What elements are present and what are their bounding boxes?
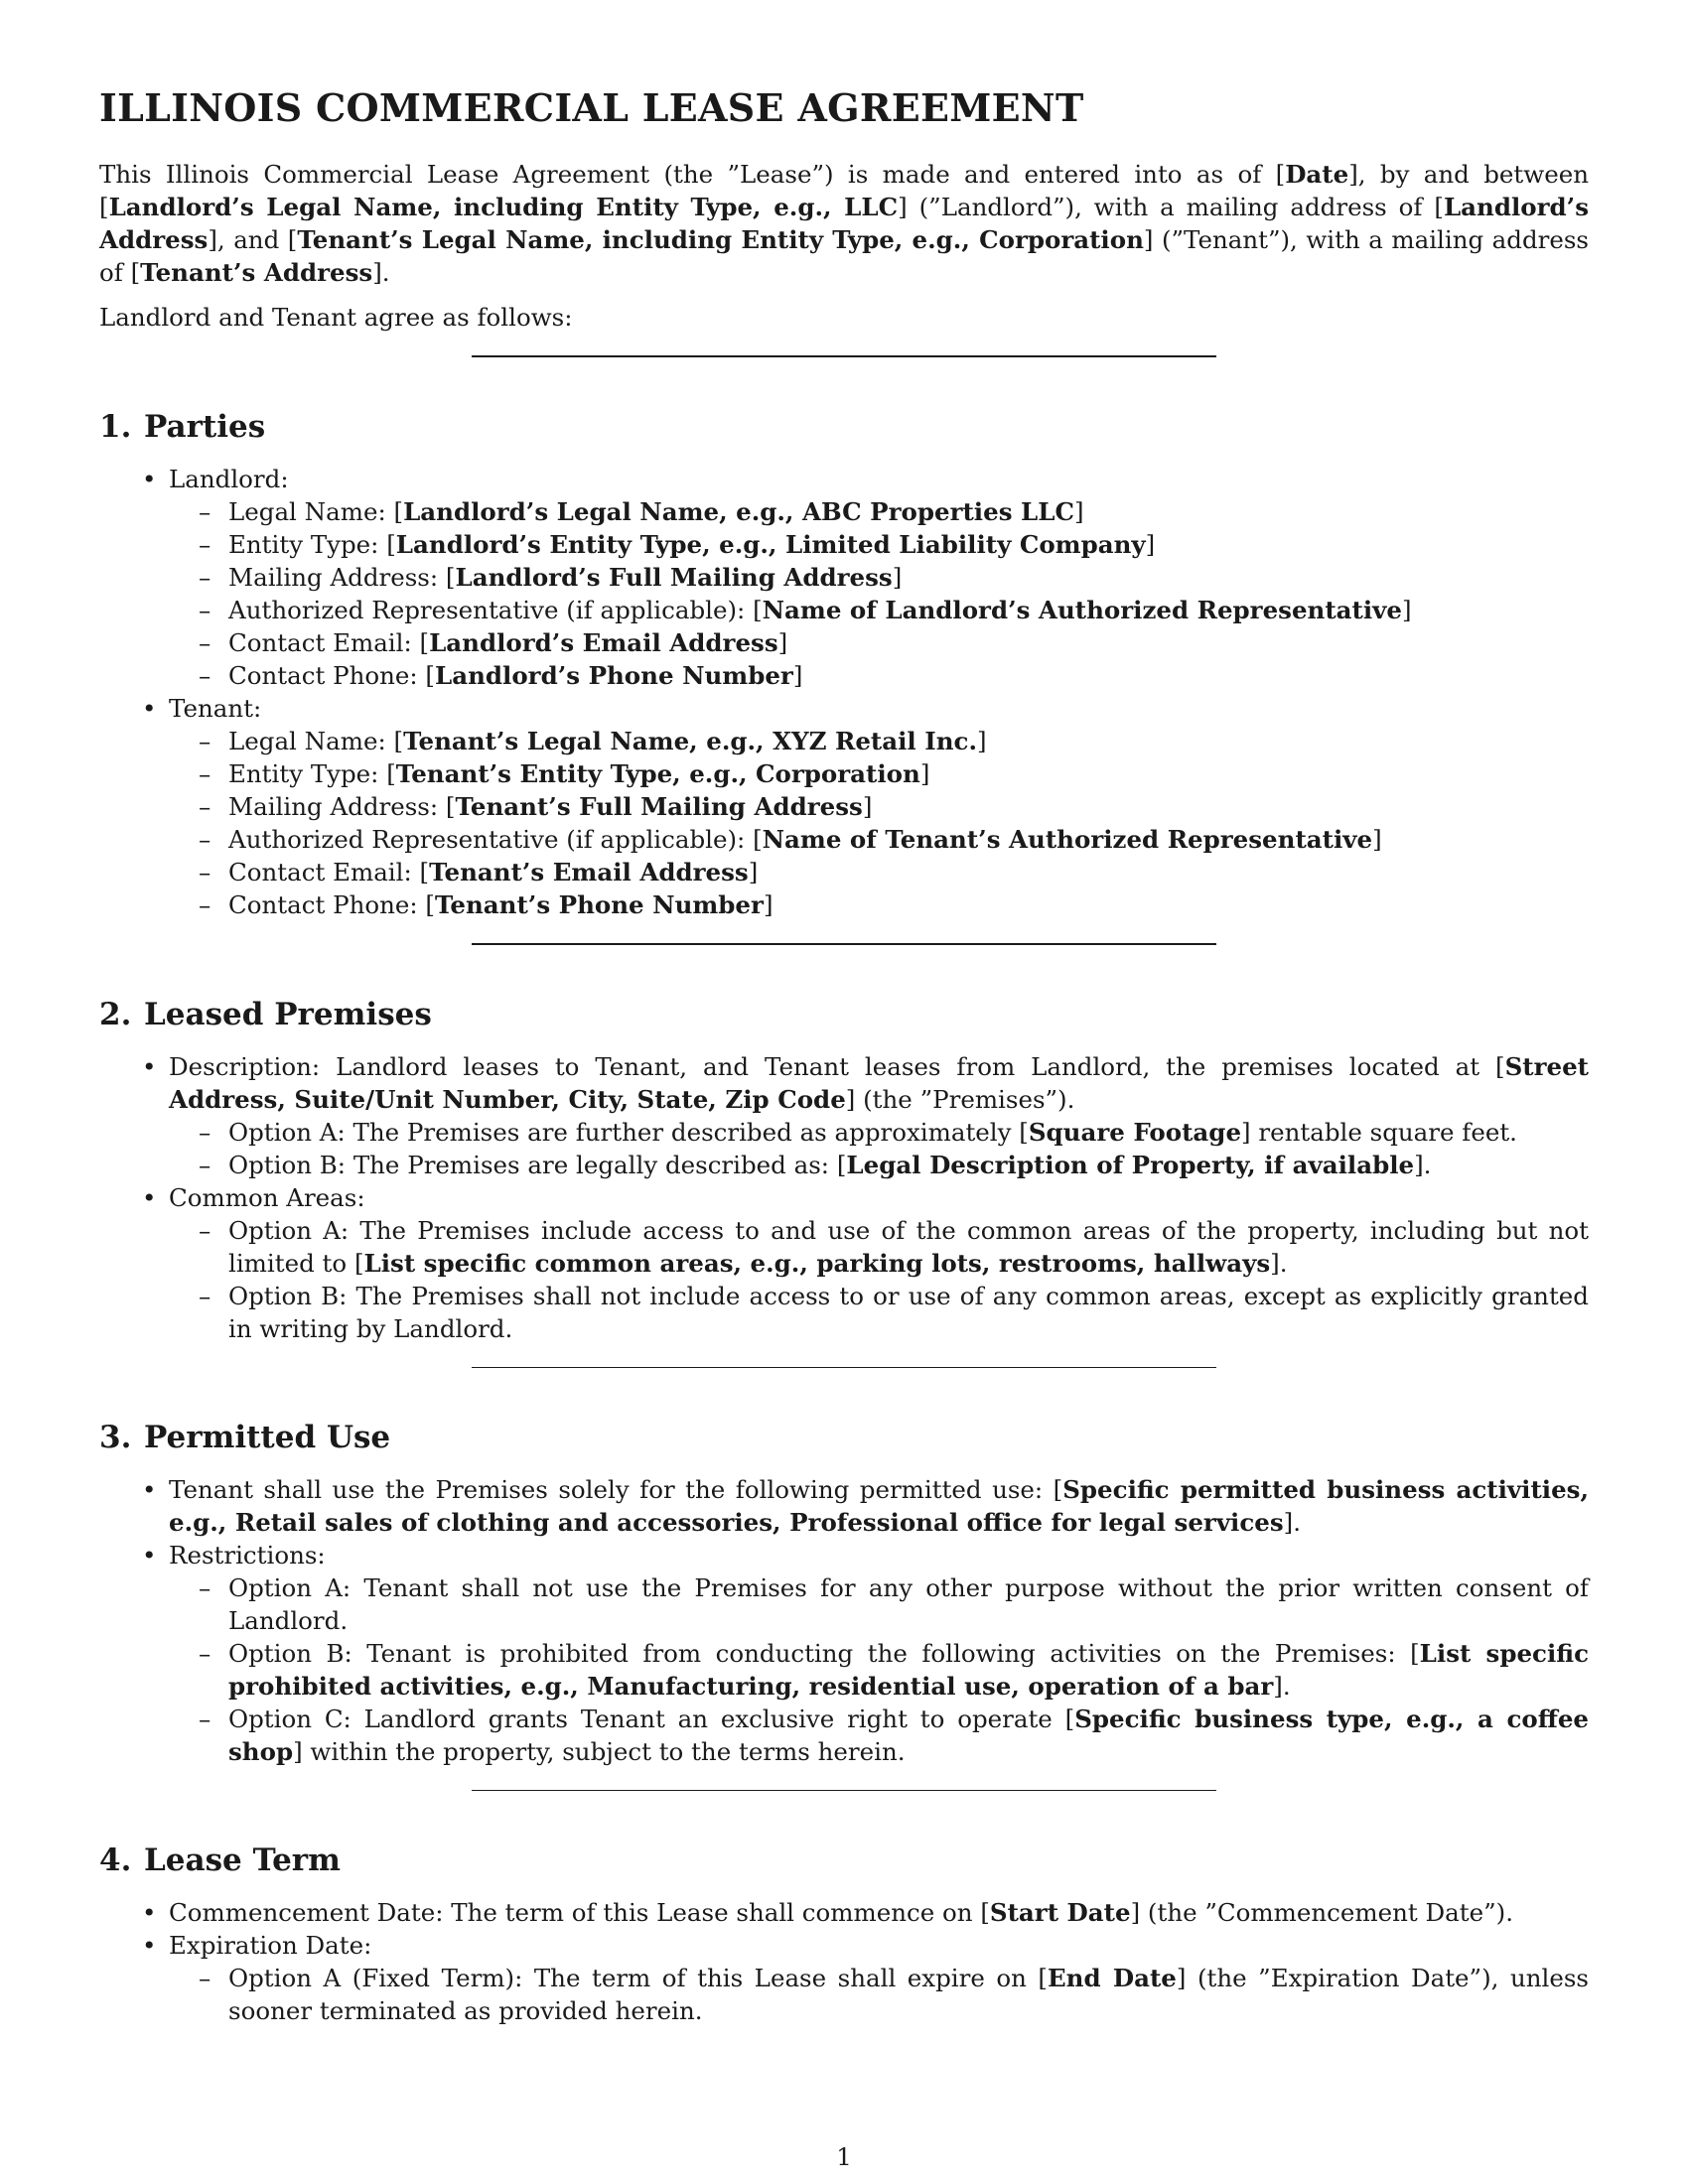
permitted-use-list bbox=[99, 1473, 1589, 1768]
document-title: ILLINOIS COMMERCIAL LEASE AGREEMENT bbox=[99, 85, 1084, 130]
list-item-permitted-use: • Tenant shall use the Premises solely for the following permitted use: [Specific permitted business activities, e.g., Retail sales of clothing and accessories, Professional office for legal services]. bbox=[99, 1473, 1589, 1539]
section-divider bbox=[472, 1790, 1216, 1791]
parties-list bbox=[99, 463, 1589, 921]
list-item: – Option B: The Premises shall not include access to or use of any common areas, except as explicitly granted in writing by Landlord. bbox=[169, 1280, 1589, 1345]
list-item: – Legal Name: [Landlord’s Legal Name, e.g., ABC Properties LLC] bbox=[169, 495, 1589, 528]
landlord-name-placeholder: Landlord’s Legal Name, including Entity Type, e.g., LLC bbox=[108, 193, 899, 221]
premises-list bbox=[99, 1050, 1589, 1345]
section-heading-parties: 1. Parties bbox=[99, 409, 266, 445]
lease-term-list bbox=[99, 1896, 1589, 2027]
list-item: – Contact Phone: [Landlord’s Phone Number] bbox=[169, 659, 1589, 692]
list-item-expiration: • Expiration Date: – Option A (Fixed Term): The term of this Lease shall expire on [End Date] (the ”Expiration Date”), unless sooner terminated as provided herein. bbox=[99, 1929, 1589, 2027]
tenant-details bbox=[169, 725, 1589, 921]
list-item: – Option B: Tenant is prohibited from conducting the following activities on the Premises: [List specific prohibited activities, e.g., Manufacturing, residential use, operation of a bar]. bbox=[169, 1637, 1589, 1703]
section-divider bbox=[472, 355, 1216, 357]
list-item: – Entity Type: [Tenant’s Entity Type, e.g., Corporation] bbox=[169, 757, 1589, 790]
section-heading-lease-term: 4. Lease Term bbox=[99, 1843, 341, 1878]
list-item: – Contact Phone: [Tenant’s Phone Number] bbox=[169, 888, 1589, 921]
landlord-address-placeholder: Landlord’s Address bbox=[99, 193, 1589, 254]
list-item: – Mailing Address: [Landlord’s Full Mailing Address] bbox=[169, 561, 1589, 594]
list-item: – Option A: Tenant shall not use the Premises for any other purpose without the prior written consent of Landlord. bbox=[169, 1571, 1589, 1637]
list-item-restrictions: • Restrictions: – Option A: Tenant shall not use the Premises for any other purpose without the prior written consent of Landlord. – Option B: Tenant is prohibited from conducting the following activities on the Premises: [List specific prohibited activities, e.g., Manufacturing, residential use, operation of a bar]. – Option C: Landlord grants Tenant an exclusive right to operate [Specific business type, e.g., a coffee shop] within the property, subject to the terms herein. bbox=[99, 1539, 1589, 1768]
tenant-address-placeholder: Tenant’s Address bbox=[140, 258, 373, 287]
section-divider bbox=[472, 943, 1216, 945]
list-item: – Option B: The Premises are legally described as: [Legal Description of Property, if available]. bbox=[169, 1149, 1589, 1181]
list-item-common-areas: • Common Areas: – Option A: The Premises include access to and use of the common areas of the property, including but not limited to [List specific common areas, e.g., parking lots, restrooms, hallways]. – Option B: The Premises shall not include access to or use of any common areas, except as explicitly granted in writing by Landlord. bbox=[99, 1181, 1589, 1345]
expiration-options bbox=[169, 1962, 1589, 2027]
list-item-landlord: • Landlord: – Legal Name: [Landlord’s Legal Name, e.g., ABC Properties LLC] – Entity Type: [Landlord’s Entity Type, e.g., Limited Liability Company] – Mailing Address: [Landlord’s Full Mailing Address] – Authorized Representative (if applicable): [Name of Landlord’s Authorized Representative] – Contact Email: [Landlord’s Email Address] – Contact Phone: [Landlord’s Phone Number] bbox=[99, 463, 1589, 692]
list-item: – Authorized Representative (if applicable): [Name of Landlord’s Authorized Representative] bbox=[169, 594, 1589, 626]
list-item: – Contact Email: [Tenant’s Email Address] bbox=[169, 856, 1589, 888]
page-number: 1 bbox=[836, 2142, 852, 2171]
agree-paragraph: Landlord and Tenant agree as follows: bbox=[99, 303, 573, 332]
description-options bbox=[169, 1116, 1589, 1181]
intro-paragraph: This Illinois Commercial Lease Agreement (the ”Lease”) is made and entered into as of [Date], by and between [Landlord’s Legal Name, including Entity Type, e.g., LLC] (”Landlord”), with a mailing address of [Landlord’s Address], and [Tenant’s Legal Name, including Entity Type, e.g., Corporation] (”Tenant”), with a mailing address of [Tenant’s Address]. bbox=[99, 160, 1589, 287]
common-area-options bbox=[169, 1214, 1589, 1345]
date-placeholder: Date bbox=[1285, 160, 1349, 189]
landlord-details bbox=[169, 495, 1589, 692]
list-item-tenant: • Tenant: – Legal Name: [Tenant’s Legal Name, e.g., XYZ Retail Inc.] – Entity Type: [Tenant’s Entity Type, e.g., Corporation] – Mailing Address: [Tenant’s Full Mailing Address] – Authorized Representative (if applicable): [Name of Tenant’s Authorized Representative] – Contact Email: [Tenant’s Email Address] – Contact Phone: [Tenant’s Phone Number] bbox=[99, 692, 1589, 921]
restriction-options bbox=[169, 1571, 1589, 1768]
section-divider bbox=[472, 1367, 1216, 1368]
list-item: – Entity Type: [Landlord’s Entity Type, e.g., Limited Liability Company] bbox=[169, 528, 1589, 561]
tenant-name-placeholder: Tenant’s Legal Name, including Entity Type, e.g., Corporation bbox=[297, 225, 1144, 254]
list-item: – Option A (Fixed Term): The term of this Lease shall expire on [End Date] (the ”Expiration Date”), unless sooner terminated as provided herein. bbox=[169, 1962, 1589, 2027]
list-item: – Contact Email: [Landlord’s Email Address] bbox=[169, 626, 1589, 659]
list-item: – Option C: Landlord grants Tenant an exclusive right to operate [Specific business type, e.g., a coffee shop] within the property, subject to the terms herein. bbox=[169, 1703, 1589, 1768]
list-item: – Option A: The Premises include access to and use of the common areas of the property, including but not limited to [List specific common areas, e.g., parking lots, restrooms, hallways]. bbox=[169, 1214, 1589, 1280]
list-item: – Legal Name: [Tenant’s Legal Name, e.g., XYZ Retail Inc.] bbox=[169, 725, 1589, 757]
list-item: – Option A: The Premises are further described as approximately [Square Footage] rentable square feet. bbox=[169, 1116, 1589, 1149]
document-body bbox=[99, 85, 1589, 2027]
list-item: – Authorized Representative (if applicable): [Name of Tenant’s Authorized Representative] bbox=[169, 823, 1589, 856]
list-item: – Mailing Address: [Tenant’s Full Mailing Address] bbox=[169, 790, 1589, 823]
section-heading-permitted-use: 3. Permitted Use bbox=[99, 1420, 391, 1455]
list-item-commencement: • Commencement Date: The term of this Lease shall commence on [Start Date] (the ”Commencement Date”). bbox=[99, 1896, 1589, 1929]
section-heading-leased-premises: 2. Leased Premises bbox=[99, 997, 432, 1032]
list-item-description: • Description: Landlord leases to Tenant, and Tenant leases from Landlord, the premises located at [Street Address, Suite/Unit Number, City, State, Zip Code] (the ”Premises”). – Option A: The Premises are further described as approximately [Square Footage] rentable square feet. – Option B: The Premises are legally described as: [Legal Description of Property, if available]. bbox=[99, 1050, 1589, 1181]
